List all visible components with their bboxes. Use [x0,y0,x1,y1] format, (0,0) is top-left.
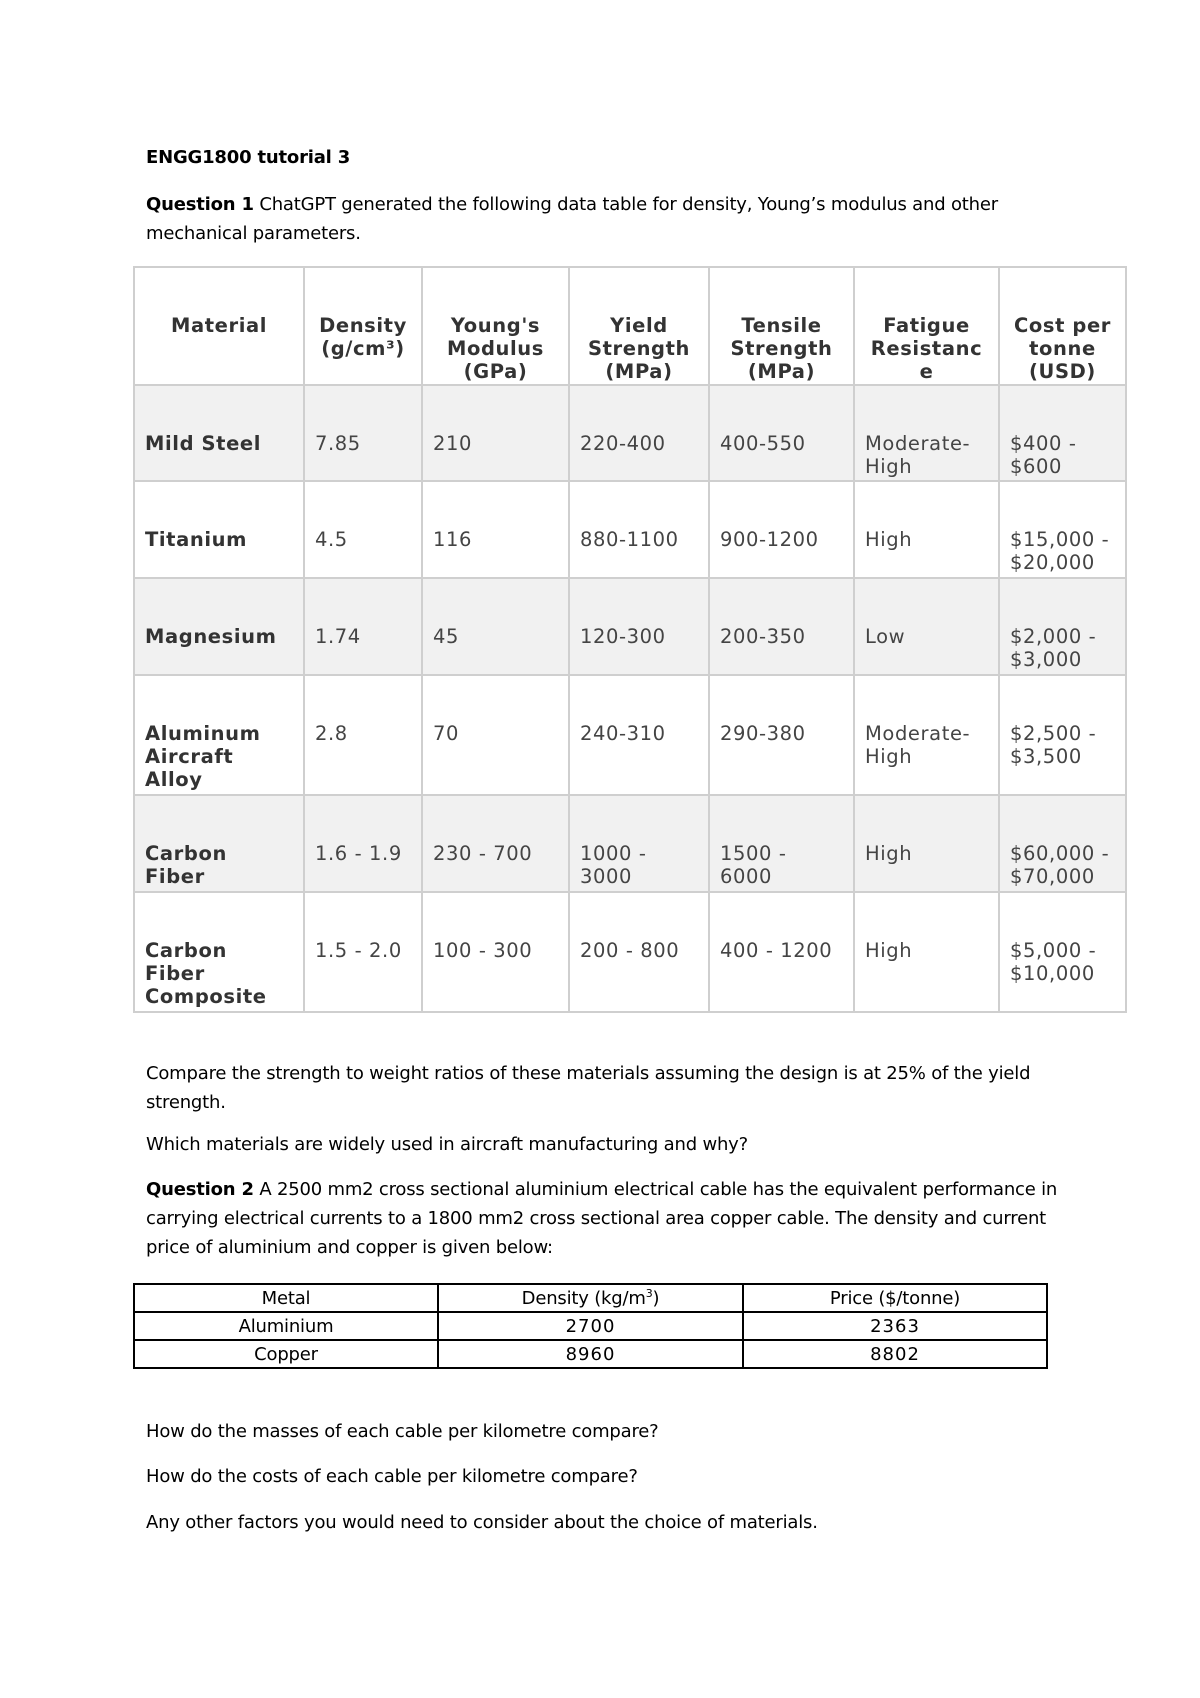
cost-value: $400 - $600 [999,385,1126,481]
header-youngs-modulus: Young's Modulus (GPa) [422,267,569,385]
question-1-compare: Compare the strength to weight ratios of these materials assuming the design is at 25% of the yield strength. [146,1063,1031,1113]
header-density-superscript: 3 [645,1287,653,1300]
question-1-text: ChatGPT generated the following data table for density, Young’s modulus and other mechanical parameters. [146,194,998,244]
yield-strength-value: 120-300 [569,578,709,675]
materials-table [133,266,1127,1013]
material-name: Titanium [134,481,304,578]
document-title: ENGG1800 tutorial 3 [146,147,351,168]
material-name: Mild Steel [134,385,304,481]
yield-strength-value: 880-1100 [569,481,709,578]
question-1-intro [146,190,1066,248]
fatigue-resistance-value: High [854,481,999,578]
table-row [134,481,1126,578]
yield-strength-value: 220-400 [569,385,709,481]
tensile-strength-value: 400-550 [709,385,854,481]
metal-price: 8802 [743,1340,1047,1368]
question-2-cost: How do the costs of each cable per kilometre compare? [146,1466,638,1487]
question-2-label: Question 2 [146,1179,254,1200]
header-density-close: ) [652,1288,660,1309]
metal-price: 2363 [743,1312,1047,1340]
header-density-text: Density (kg/m [521,1288,646,1309]
metal-density: 8960 [438,1340,743,1368]
header-fatigue-resistance: Fatigue Resistanc e [854,267,999,385]
header-yield-strength: Yield Strength (MPa) [569,267,709,385]
table-row [134,1312,1047,1340]
youngs-modulus-value: 116 [422,481,569,578]
fatigue-resistance-value: High [854,892,999,1012]
question-2-text: A 2500 mm2 cross sectional aluminium electrical cable has the equivalent performance in carrying electrical currents to a 1800 mm2 cross sectional area copper cable. The density and current price of aluminium and copper is given below: [146,1179,1058,1258]
material-name: Magnesium [134,578,304,675]
table-row [134,795,1126,892]
header-material: Material [134,267,304,385]
density-value: 7.85 [304,385,422,481]
tensile-strength-value: 1500 - 6000 [709,795,854,892]
question-1-label: Question 1 [146,194,254,215]
table-row [134,578,1126,675]
table-row [134,1340,1047,1368]
metal-name: Copper [134,1340,438,1368]
yield-strength-value: 200 - 800 [569,892,709,1012]
header-metal: Metal [134,1284,438,1312]
cost-value: $2,500 - $3,500 [999,675,1126,795]
question-2-intro [146,1175,1066,1262]
cost-value: $60,000 - $70,000 [999,795,1126,892]
table-row [134,675,1126,795]
tensile-strength-value: 290-380 [709,675,854,795]
youngs-modulus-value: 70 [422,675,569,795]
header-density: Density (g/cm³) [304,267,422,385]
material-name: Carbon Fiber Composite [134,892,304,1012]
fatigue-resistance-value: Moderate-High [854,385,999,481]
density-value: 1.6 - 1.9 [304,795,422,892]
fatigue-resistance-value: Moderate-High [854,675,999,795]
tensile-strength-value: 200-350 [709,578,854,675]
youngs-modulus-value: 230 - 700 [422,795,569,892]
cost-value: $2,000 - $3,000 [999,578,1126,675]
density-value: 1.74 [304,578,422,675]
metals-header-row [134,1284,1047,1312]
header-price: Price ($/tonne) [743,1284,1047,1312]
yield-strength-value: 1000 - 3000 [569,795,709,892]
metal-density: 2700 [438,1312,743,1340]
header-tensile-strength: Tensile Strength (MPa) [709,267,854,385]
header-density [438,1284,743,1312]
table-row [134,892,1126,1012]
cost-value: $5,000 - $10,000 [999,892,1126,1012]
metals-table [133,1283,1048,1369]
density-value: 1.5 - 2.0 [304,892,422,1012]
question-2-mass: How do the masses of each cable per kilometre compare? [146,1421,659,1442]
youngs-modulus-value: 210 [422,385,569,481]
material-name: Carbon Fiber [134,795,304,892]
density-value: 2.8 [304,675,422,795]
youngs-modulus-value: 100 - 300 [422,892,569,1012]
yield-strength-value: 240-310 [569,675,709,795]
fatigue-resistance-value: High [854,795,999,892]
fatigue-resistance-value: Low [854,578,999,675]
tensile-strength-value: 900-1200 [709,481,854,578]
cost-value: $15,000 - $20,000 [999,481,1126,578]
question-2-other: Any other factors you would need to consider about the choice of materials. [146,1512,818,1533]
youngs-modulus-value: 45 [422,578,569,675]
density-value: 4.5 [304,481,422,578]
question-1-which: Which materials are widely used in aircraft manufacturing and why? [146,1134,748,1155]
material-name: Aluminum Aircraft Alloy [134,675,304,795]
tensile-strength-value: 400 - 1200 [709,892,854,1012]
table-row [134,385,1126,481]
metal-name: Aluminium [134,1312,438,1340]
materials-header-row [134,267,1126,385]
header-cost-per-tonne: Cost per tonne (USD) [999,267,1126,385]
